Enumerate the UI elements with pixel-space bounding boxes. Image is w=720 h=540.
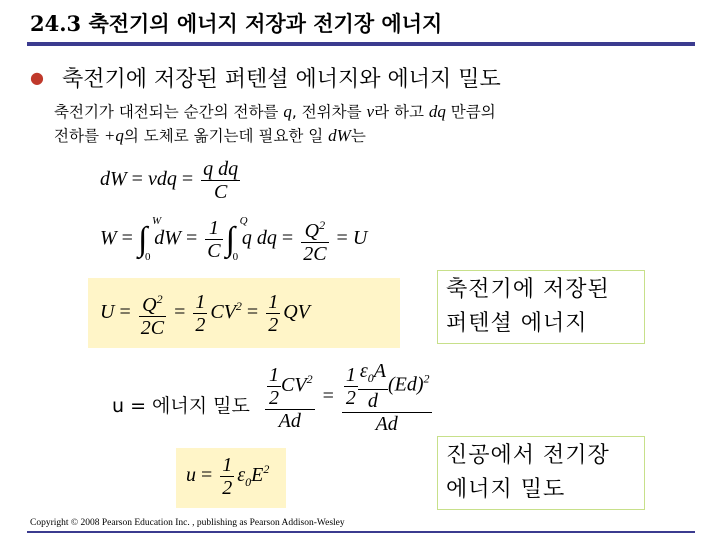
equation-field-energy-density: u = $\frac{1}{2}$ $\varepsilon_0E^2$ <box>186 454 270 499</box>
description <box>54 100 496 148</box>
bullet-heading <box>30 62 501 93</box>
energy-density-label: u = 에너지 밀도 <box>112 395 250 417</box>
bullet-text: 축전기에 저장된 퍼텐셜 에너지와 에너지 밀도 <box>61 67 501 92</box>
equation-energy-density: $\frac{1}{2}$ $CV^2$ Ad = $\frac{1}{2}$ $\frac{\varepsilon_0A}{d}$ $(Ed)^2$ Ad <box>262 360 435 435</box>
page-title: 24.3 축전기의 에너지 저장과 전기장 에너지 <box>30 11 443 36</box>
description-line-1: 축전기가 대전되는 순간의 전하를 q, 전위차를 v라 하고 dq 만큼의 <box>54 102 496 121</box>
title-divider <box>27 42 695 46</box>
equation-dw: dW = vdq = $\frac{\text{q dq}}{C}$ <box>100 158 239 203</box>
copyright-text: Copyright © 2008 Pearson Education Inc. , publishing as Pearson Addison-Wesley <box>30 518 345 528</box>
density-note-box <box>437 436 645 510</box>
energy-note-box <box>437 270 645 344</box>
density-note-text: 진공에서 전기장 에너지 밀도 <box>446 443 610 502</box>
equation-energy: U = $\frac{Q^2}{2C}$ = $\frac{1}{2}$ $CV^2$ = $\frac{1}{2}$ QV <box>100 288 310 339</box>
bullet-dot-icon: ● <box>30 68 44 87</box>
energy-note-text: 축전기에 저장된 퍼텐셜 에너지 <box>446 277 610 336</box>
description-line-2: 전하를 +q의 도체로 옮기는데 필요한 일 dW는 <box>54 126 366 145</box>
equation-work-integral: W = ∫ W 0 dW = $\frac{1}{C}$ ∫ Q 0 q dq = $\frac{Q^2}{2C}$ = U <box>100 214 368 265</box>
footer-divider <box>27 531 695 533</box>
